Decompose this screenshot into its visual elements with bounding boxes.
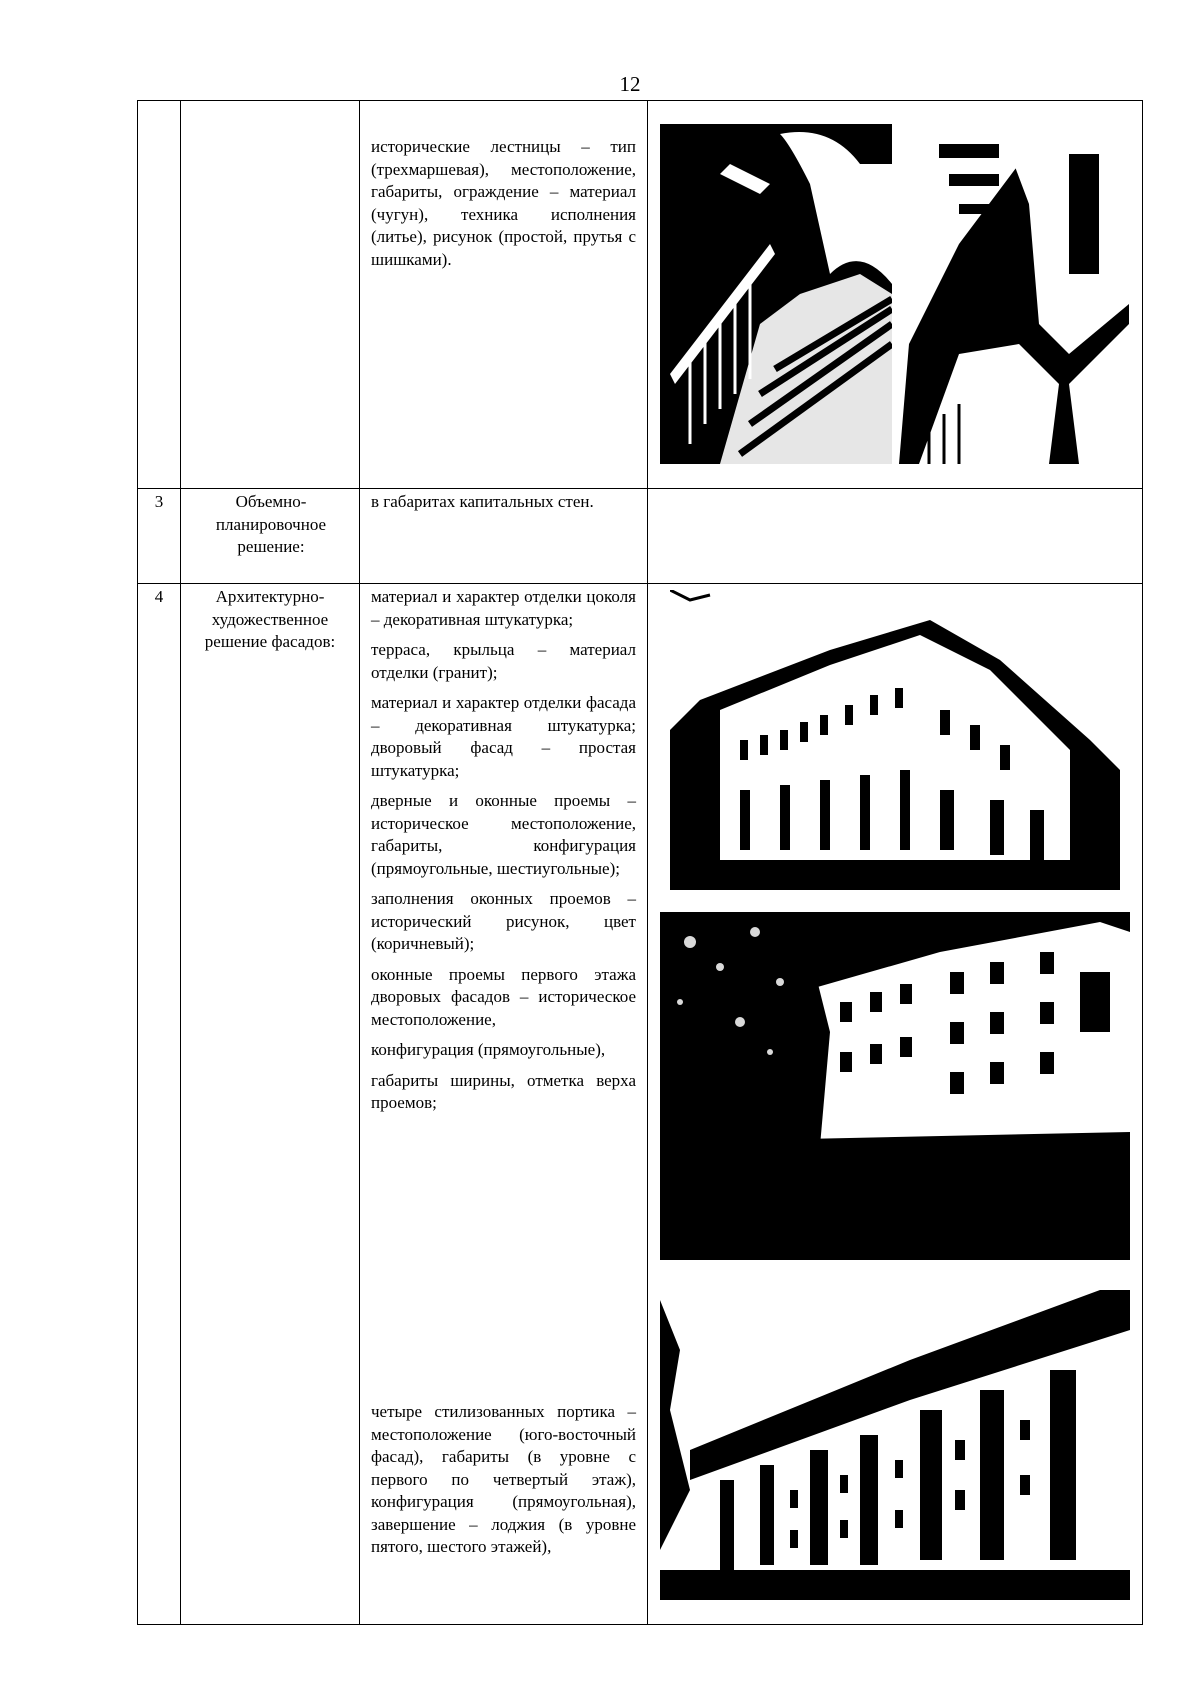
facade-photo-1 <box>670 590 1120 890</box>
row-description <box>371 586 636 1123</box>
description-paragraph: терраса, крыльца – материал отделки (гранит); <box>371 640 636 682</box>
column-divider <box>359 100 360 1625</box>
row-number: 3 <box>154 492 164 511</box>
staircase-drawing <box>660 124 892 464</box>
row-description <box>371 136 636 279</box>
table-border-top <box>137 100 1143 101</box>
description-paragraph: материал и характер отделки фасада – декоративная штукатурка; дворовый фасад – простая штукатурка; <box>371 693 636 780</box>
table-border-left <box>137 100 138 1625</box>
table-border-bottom <box>137 1624 1143 1625</box>
row-divider <box>137 488 1143 489</box>
row-divider <box>137 583 1143 584</box>
facade-drawing <box>660 912 1130 1260</box>
staircase-drawing <box>899 124 1129 464</box>
description-paragraph: исторические лестницы – тип (трехмаршевая), местоположение, габариты, ограждение – материал (чугун), техника исполнения (литье), рисунок (простой, прутья с шишками). <box>371 137 636 269</box>
description-paragraph: материал и характер отделки цоколя – декоративная штукатурка; <box>371 587 636 629</box>
facade-photo-3 <box>660 1290 1130 1600</box>
staircase-photo-1 <box>660 124 892 464</box>
description-paragraph: в габаритах капитальных стен. <box>371 492 594 511</box>
description-paragraph: оконные проемы первого этажа дворовых фасадов – историческое местоположение, <box>371 964 636 1029</box>
description-paragraph: габариты ширины, отметка верха проемов; <box>371 1070 636 1112</box>
description-paragraph: конфигурация (прямоугольные), <box>371 1040 606 1059</box>
column-divider <box>180 100 181 1625</box>
row-description-portico <box>371 1401 636 1567</box>
description-paragraph: дверные и оконные проемы – историческое местоположение, габариты, конфигурация (прямоугольные, шестиугольные); <box>371 791 636 878</box>
description-paragraph: заполнения оконных проемов – исторический рисунок, цвет (коричневый); <box>371 889 636 953</box>
row-name: Архитектурно-художественное решение фасадов: <box>204 587 336 651</box>
description-paragraph: четыре стилизованных портика – местоположение (юго-восточный фасад), габариты (в уровне с первого по четвертый этаж), конфигурация (прямоугольная), завершение – лоджия (в уровне пятого, шестого этажей), <box>371 1402 636 1556</box>
row-name: Объемно-планировочное решение: <box>215 492 327 556</box>
facade-photo-2 <box>660 912 1130 1260</box>
facade-drawing <box>660 1290 1130 1600</box>
facade-drawing <box>670 590 1120 890</box>
staircase-photo-2 <box>899 124 1129 464</box>
page-number: 12 <box>619 72 641 96</box>
column-divider <box>647 100 648 1625</box>
table-border-right <box>1142 100 1143 1625</box>
row-description <box>371 491 636 522</box>
row-number: 4 <box>154 587 164 606</box>
